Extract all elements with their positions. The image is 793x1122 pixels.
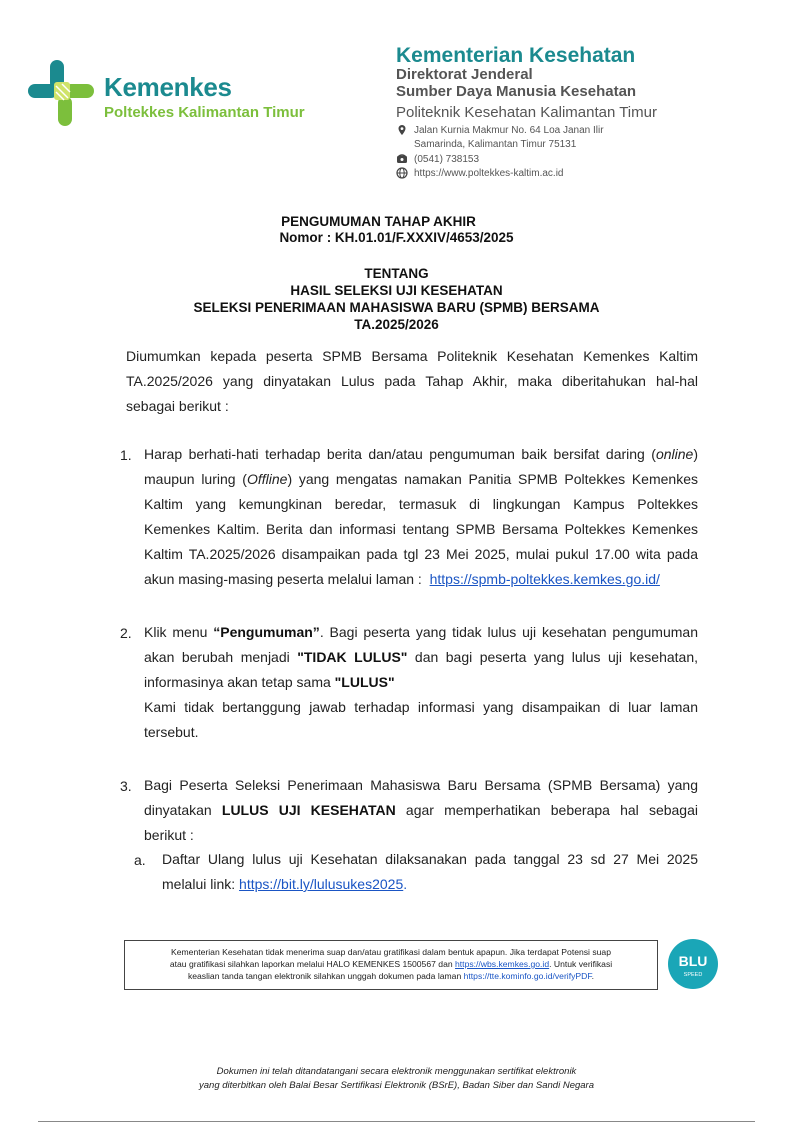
lulus-label: "LULUS" [334, 674, 395, 690]
item-2-line-2-rest: dan bagi peserta yang lulus uji kesehatan, [407, 649, 699, 665]
website-text[interactable]: https://www.poltekkes-kaltim.ac.id [414, 167, 564, 179]
intro-line-2: TA.2025/2026 yang dinyatakan Lulus pada Tahap Akhir, maka diberitahukan hal-hal [126, 373, 698, 389]
pengumuman-menu-label: “Pengumuman” [213, 624, 320, 640]
anti-gratification-notice [124, 940, 658, 990]
item-3a-period: . [403, 876, 408, 892]
kemenkes-logo-icon [26, 58, 96, 128]
item-3-line-2-text: dinyatakan [144, 802, 222, 818]
tidak-lulus-label: "TIDAK LULUS" [297, 649, 408, 665]
item-3-line-3: berikut : [144, 827, 194, 843]
announcement-heading: PENGUMUMAN TAHAP AKHIR [281, 214, 476, 229]
item-2-number: 2. [120, 625, 132, 641]
logo-text: Kemenkes [104, 72, 232, 102]
phone-icon [396, 153, 408, 165]
item-2-line-3-text: informasinya akan tetap sama [144, 674, 335, 690]
item-3-number: 3. [120, 778, 132, 794]
item-1-line-4: Kemenkes Kaltim. Berita dan informasi tentang SPMB Bersama Poltekkes Kemenkes [144, 521, 698, 537]
item-3a-line-2-text: melalui link: [162, 876, 240, 892]
item-1-line-1-text: Harap berhati-hati terhadap berita dan/atau pengumuman baik bersifat daring ( [144, 446, 656, 462]
subject-line-1: HASIL SELEKSI UJI KESEHATAN [290, 283, 503, 298]
blu-badge-sub: SPEED [683, 972, 703, 978]
address-line-2 [414, 139, 576, 150]
e-signature-line-2: yang diterbitkan oleh Balai Besar Sertifikasi Elektronik (BSrE), Badan Siber dan Sandi Negara [199, 1080, 594, 1091]
item-1-number: 1. [120, 447, 132, 463]
notice-line-2-text: atau gratifikasi silahkan laporkan melalui HALO KEMENKES 1500567 dan [169, 959, 456, 969]
item-3a-line-1: Daftar Ulang lulus uji Kesehatan dilaksanakan pada tanggal 23 sd 27 Mei 2025 [162, 851, 698, 867]
item-1-line-2-text: maupun luring ( [144, 471, 247, 487]
item-1-offline-em: Offline [246, 471, 288, 487]
address-text-2: Samarinda, Kalimantan Timur 75131 [414, 139, 577, 150]
address-text-1: Jalan Kurnia Makmur No. 64 Loa Janan Ilir [414, 124, 604, 136]
item-1-line-2 [144, 467, 698, 492]
item-1-line-5: Kaltim TA.2025/2026 disampaikan pada tgl 23 Mei 2025, mulai pukul 17.00 wita pada [144, 546, 698, 562]
globe-icon [396, 167, 408, 179]
notice-line-3-text: keaslian tanda tangan elektronik silahkan unggah dokumen pada laman [187, 971, 464, 981]
about-label: TENTANG [364, 266, 429, 281]
item-1-online-em: online [655, 446, 694, 462]
notice-line-1: Kementerian Kesehatan tidak menerima suap dan/atau gratifikasi dalam bentuk apapun. Jika terdapat Potensi suap [171, 947, 611, 957]
notice-line-2-rest: . Untuk verifikasi [549, 959, 613, 969]
item-1-line-1-close: ) [693, 446, 698, 462]
address-line-1 [396, 124, 604, 136]
item-3-line-2 [144, 798, 698, 823]
item-3-line-1: Bagi Peserta Seleksi Penerimaan Mahasiswa Baru Bersama (SPMB Bersama) yang [144, 777, 698, 793]
website-line [396, 167, 564, 179]
intro-line-3: sebagai berikut : [126, 398, 229, 414]
item-1-line-6 [144, 567, 698, 592]
notice-line-2 [135, 958, 647, 970]
directorate-line-2: Sumber Daya Manusia Kesehatan [396, 83, 637, 100]
e-signature-line-1: Dokumen ini telah ditandatangani secara elektronik menggunakan sertifikat elektronik [216, 1066, 577, 1077]
logo-subtitle: Poltekkes Kalimantan Timur [104, 104, 305, 121]
directorate-line-1: Direktorat Jenderal [396, 66, 533, 83]
notice-line-3-rest: . [591, 971, 595, 981]
blu-speed-badge-icon [667, 938, 719, 990]
blu-badge-text: BLU [678, 953, 708, 969]
daftar-ulang-link[interactable]: https://bit.ly/lulusukes2025 [239, 876, 404, 892]
item-1-line-2-rest: ) yang mengatas namakan Panitia SPMB Poltekkes Kemenkes [287, 471, 698, 487]
institution-name: Politeknik Kesehatan Kalimantan Timur [396, 104, 657, 121]
item-1-line-3: Kaltim yang kemungkinan beredar, termasuk di lingkungan Kampus Poltekkes [144, 496, 698, 512]
item-3a-label: a. [134, 852, 146, 868]
item-2-line-1 [144, 620, 698, 645]
item-2-line-1-rest: . Bagi peserta yang tidak lulus uji kesehatan pengumuman [319, 624, 698, 640]
item-1-line-1 [144, 442, 698, 467]
lulus-uji-kesehatan-label: LULUS UJI KESEHATAN [221, 802, 396, 818]
subject-line-2: SELEKSI PENERIMAAN MAHASISWA BARU (SPMB) BERSAMA [193, 300, 600, 315]
wbs-link[interactable]: https://wbs.kemkes.go.id [455, 959, 550, 969]
location-pin-icon [396, 124, 408, 136]
subject-line-3: TA.2025/2026 [354, 317, 439, 332]
item-2-line-3 [144, 670, 698, 695]
item-2-line-5: tersebut. [144, 724, 199, 740]
item-2-line-2 [144, 645, 698, 670]
announcement-number: Nomor : KH.01.01/F.XXXIV/4653/2025 [279, 230, 514, 245]
item-2-line-2-text: akan berubah menjadi [144, 649, 298, 665]
phone-line [396, 153, 479, 165]
ministry-name: Kementerian Kesehatan [396, 44, 636, 67]
tte-verify-link[interactable]: https://tte.kominfo.go.id/verifyPDF [463, 971, 592, 981]
item-2-line-1-text: Klik menu [144, 624, 214, 640]
notice-line-3 [135, 970, 647, 982]
phone-text: (0541) 738153 [414, 153, 480, 165]
spmb-portal-link[interactable]: https://spmb-poltekkes.kemkes.go.id/ [429, 571, 660, 587]
item-2-line-4: Kami tidak bertanggung jawab terhadap informasi yang disampaikan di luar laman [144, 699, 698, 715]
item-3-line-2-rest: agar memperhatikan beberapa hal sebagai [395, 802, 698, 818]
intro-line-1: Diumumkan kepada peserta SPMB Bersama Politeknik Kesehatan Kemenkes Kaltim [126, 348, 698, 364]
item-3a-line-2 [162, 872, 698, 897]
item-1-line-6-text: akun masing-masing peserta melalui laman : [144, 571, 422, 587]
